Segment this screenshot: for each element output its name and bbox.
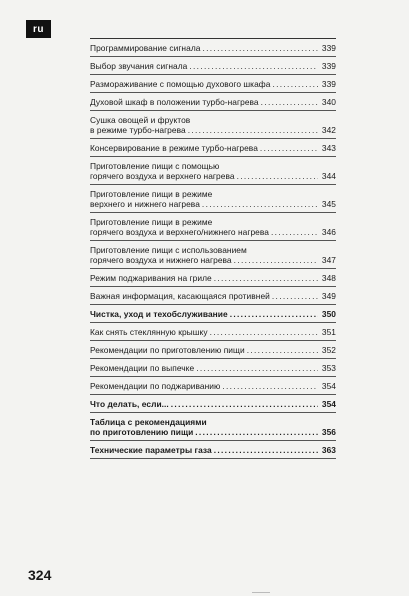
dot-leader (234, 255, 318, 265)
toc-entry (90, 341, 336, 359)
toc-entry-page: 351 (321, 327, 336, 337)
toc-entry-title-line: горячего воздуха и нижнего нагрева (90, 255, 232, 265)
toc-entry (90, 157, 336, 185)
toc-entry-page: 346 (321, 227, 336, 237)
toc-entry (90, 359, 336, 377)
toc-entry-page: 345 (321, 199, 336, 209)
toc-entry (90, 39, 336, 57)
toc-entry-row (90, 143, 336, 153)
toc-entry (90, 93, 336, 111)
toc-entry-title-line: Технические параметры газа (90, 445, 212, 455)
toc-entry-title-line: Чистка, уход и техобслуживание (90, 309, 228, 319)
toc-entry-page: 342 (321, 125, 336, 135)
toc-entry (90, 111, 336, 139)
toc-entry-title-line: Консервирование в режиме турбо-нагрева (90, 143, 258, 153)
toc-entry-title-line: Важная информация, касающаяся противней (90, 291, 270, 301)
toc-entry-title-line: в режиме турбо-нагрева (90, 125, 186, 135)
toc-entry (90, 377, 336, 395)
toc-entry-row (90, 43, 336, 53)
toc-entry-title-line: Сушка овощей и фруктов (90, 115, 191, 125)
toc-entry (90, 395, 336, 413)
toc-entry-row (90, 427, 336, 437)
toc-entry (90, 213, 336, 241)
toc-entry-row (90, 445, 336, 455)
toc-entry-page: 339 (321, 61, 336, 71)
dot-leader (272, 79, 318, 89)
toc-entry-row (90, 227, 336, 237)
toc-entry (90, 75, 336, 93)
toc-entry-row (90, 363, 336, 373)
toc-entry-row (90, 399, 336, 409)
toc-entry-page: 353 (321, 363, 336, 373)
toc-entry-page: 343 (321, 143, 336, 153)
toc-entry-title-line: Программирование сигнала (90, 43, 201, 53)
dot-leader (189, 61, 318, 71)
toc-entry (90, 413, 336, 441)
toc-entry (90, 139, 336, 157)
toc-entry-title-line: Приготовление пищи с использованием (90, 245, 247, 255)
toc-entry-title-line: горячего воздуха и верхнего/нижнего нагрева (90, 227, 269, 237)
toc-entry-title-line: Рекомендации по выпечке (90, 363, 195, 373)
toc-entry-title-line: по приготовлению пищи (90, 427, 194, 437)
toc-entry-row (90, 291, 336, 301)
toc-entry-page: 354 (321, 381, 336, 391)
dot-leader (202, 43, 318, 53)
toc-entry-page: 339 (321, 79, 336, 89)
toc-entry-page: 339 (321, 43, 336, 53)
toc-entry-title-line: Выбор звучания сигнала (90, 61, 188, 71)
language-tab: ru (26, 20, 51, 38)
toc-entry-title-line: Режим поджаривания на гриле (90, 273, 212, 283)
toc-entry-row (90, 97, 336, 107)
toc-entry (90, 305, 336, 323)
dot-leader (188, 125, 318, 135)
toc-entry (90, 287, 336, 305)
dot-leader (271, 227, 318, 237)
toc-entry (90, 57, 336, 75)
toc-entry-row (90, 199, 336, 209)
dot-leader (214, 445, 318, 455)
dot-leader (237, 171, 318, 181)
dot-leader (210, 327, 318, 337)
toc-entry-row (90, 345, 336, 355)
dot-leader (195, 427, 318, 437)
toc-entry-row (90, 79, 336, 89)
toc-entry-page: 354 (321, 399, 336, 409)
dot-leader (171, 399, 318, 409)
toc-entry-title-line: Рекомендации по приготовлению пищи (90, 345, 245, 355)
toc-entry-page: 340 (321, 97, 336, 107)
scan-mark (252, 592, 270, 593)
toc-entry-row (90, 381, 336, 391)
dot-leader (214, 273, 318, 283)
dot-leader (247, 345, 318, 355)
dot-leader (230, 309, 318, 319)
table-of-contents (90, 38, 336, 459)
toc-entry-page: 363 (321, 445, 336, 455)
toc-entry-title-line: верхнего и нижнего нагрева (90, 199, 200, 209)
toc-entry-page: 350 (321, 309, 336, 319)
page-number: 324 (28, 567, 52, 583)
toc-entry-row (90, 327, 336, 337)
toc-entry (90, 269, 336, 287)
dot-leader (260, 143, 318, 153)
dot-leader (196, 363, 318, 373)
toc-entry (90, 241, 336, 269)
dot-leader (261, 97, 318, 107)
toc-entry-title-line: Размораживание с помощью духового шкафа (90, 79, 271, 89)
toc-entry-title-line: Приготовление пищи в режиме (90, 189, 213, 199)
toc-entry-page: 348 (321, 273, 336, 283)
toc-entry-page: 356 (321, 427, 336, 437)
toc-entry-row (90, 309, 336, 319)
toc-entry-row (90, 255, 336, 265)
toc-entry-row (90, 273, 336, 283)
toc-entry-page: 344 (321, 171, 336, 181)
toc-entry (90, 323, 336, 341)
toc-entry-title-line: Что делать, если... (90, 399, 169, 409)
toc-entry (90, 185, 336, 213)
toc-entry-title-line: Приготовление пищи в режиме (90, 217, 213, 227)
toc-entry-title-line: Духовой шкаф в положении турбо-нагрева (90, 97, 259, 107)
toc-entry-title-line: Приготовление пищи с помощью (90, 161, 220, 171)
dot-leader (222, 381, 318, 391)
toc-entry (90, 441, 336, 459)
toc-entry-row (90, 171, 336, 181)
dot-leader (272, 291, 318, 301)
toc-entry-page: 349 (321, 291, 336, 301)
dot-leader (202, 199, 318, 209)
toc-entry-page: 347 (321, 255, 336, 265)
toc-entry-page: 352 (321, 345, 336, 355)
toc-entry-title-line: Рекомендации по поджариванию (90, 381, 221, 391)
toc-entry-row (90, 125, 336, 135)
toc-entry-row (90, 61, 336, 71)
toc-entry-title-line: Таблица с рекомендациями (90, 417, 207, 427)
toc-entry-title-line: горячего воздуха и верхнего нагрева (90, 171, 235, 181)
toc-entry-title-line: Как снять стеклянную крышку (90, 327, 208, 337)
